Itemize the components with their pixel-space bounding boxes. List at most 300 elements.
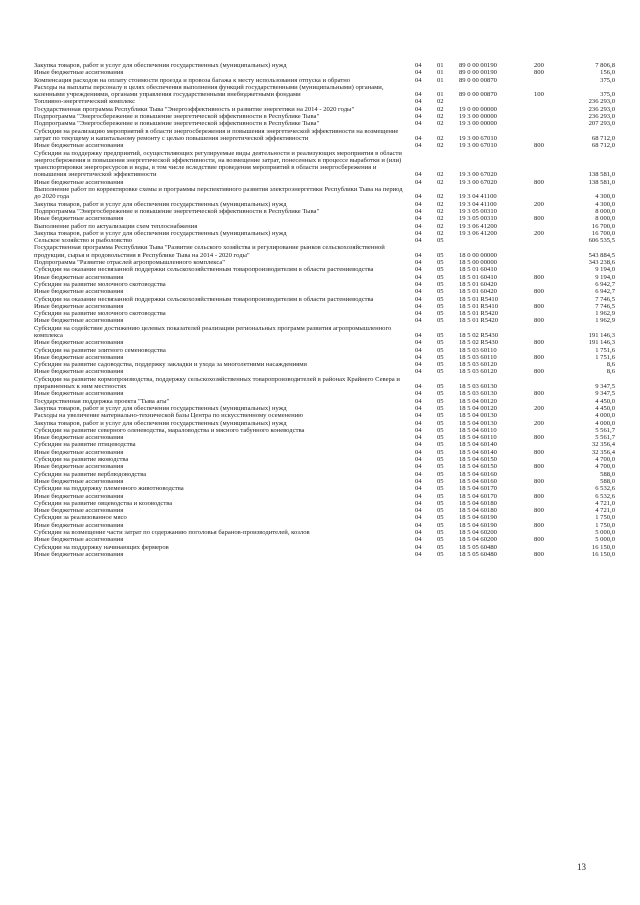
- table-row: [34, 120, 615, 127]
- target-article-code: 19 3 00 67020: [459, 171, 497, 179]
- subsection-code: 05: [437, 331, 444, 339]
- budget-table: [34, 62, 615, 558]
- amount: 588,0: [600, 470, 615, 478]
- amount: 1 962,9: [595, 310, 615, 318]
- item-name: Субсидии на развитие садоводства, поддержку закладки и ухода за многолетними насаждениями: [34, 361, 307, 369]
- table-row: [34, 296, 615, 303]
- table-row: [34, 128, 615, 143]
- expense-type-code: [534, 77, 568, 84]
- table-row: [34, 368, 615, 375]
- subsection-code: 02: [437, 113, 444, 121]
- expense-type-code: [534, 259, 568, 266]
- section-code: 04: [415, 331, 422, 339]
- item-name: Иные бюджетные ассигнования: [34, 463, 124, 471]
- item-name: Субсидии на развитие птицеводства: [34, 441, 136, 449]
- amount: 9 347,5: [595, 390, 615, 398]
- section-code: 04: [415, 98, 422, 106]
- target-article-code: 18 5 00 00000: [459, 259, 497, 267]
- item-name: Субсидии на реализацию мероприятий в области энергосбережения и повышения энергетической эффективности на возмещение затрат по текущему и капитальному ремонту с целью повышения энергетической эффективности: [34, 127, 399, 142]
- table-row: [34, 77, 615, 84]
- amount: 138 581,0: [588, 178, 615, 186]
- section-code: 04: [415, 441, 422, 449]
- subsection-code: 05: [437, 383, 444, 391]
- table-row: [34, 478, 615, 485]
- item-name: Иные бюджетные ассигнования: [34, 477, 124, 485]
- subsection-code: 05: [437, 550, 444, 558]
- target-article-code: 19 3 06 41200: [459, 229, 497, 237]
- expense-type-code: [534, 310, 568, 317]
- expense-type-code: 200: [534, 404, 544, 412]
- item-name: Субсидии на оказание несвязанной поддержки сельскохозяйственным товаропроизводителям в области растениеводства: [34, 295, 374, 303]
- amount: 5 000,0: [595, 529, 615, 536]
- table-row: [34, 544, 615, 551]
- subsection-code: 05: [437, 397, 444, 405]
- amount: 4 300,0: [595, 193, 615, 201]
- subsection-code: 05: [437, 295, 444, 303]
- amount: 32 356,4: [591, 441, 615, 449]
- target-article-code: 18 5 04 00120: [459, 404, 497, 412]
- target-article-code: 19 3 00 00000: [459, 113, 497, 121]
- section-code: 04: [415, 456, 422, 464]
- target-article-code: 18 5 04 60180: [459, 507, 497, 515]
- item-name: Топливно-энергетический комплекс: [34, 98, 136, 106]
- item-name: Иные бюджетные ассигнования: [34, 273, 124, 281]
- expense-type-code: [534, 150, 568, 179]
- subsection-code: 02: [437, 142, 444, 150]
- table-row: [34, 376, 615, 391]
- expense-type-code: 800: [534, 353, 544, 361]
- item-name: Расходы на выплаты персоналу в целях обеспечения выполнения функций государственными (муниципальными) органами, казенными учреждениями, органами управления государственными внебюджетными фондами: [34, 83, 384, 99]
- section-code: 04: [415, 485, 422, 493]
- expense-type-code: 800: [534, 302, 544, 310]
- section-code: 04: [415, 178, 422, 186]
- section-code: 04: [415, 390, 422, 398]
- amount: 16 700,0: [591, 222, 615, 230]
- target-article-code: 18 5 04 60180: [459, 499, 497, 507]
- expense-type-code: 800: [534, 368, 544, 376]
- item-name: Подпрограмма "Энергосбережение и повышение энергетической эффективности в Республике Тыва": [34, 120, 320, 128]
- item-name: Иные бюджетные ассигнования: [34, 317, 124, 325]
- section-code: 04: [415, 353, 422, 361]
- target-article-code: 18 5 04 60140: [459, 441, 497, 449]
- item-name: Субсидии на развитие яководства: [34, 456, 129, 464]
- subsection-code: 02: [437, 207, 444, 215]
- item-name: Субсидии на поддержку предприятий, осуществляющих регулируемые виды деятельности и реализующих мероприятия в области энергосбережения и повышения энергетической эффективности, на возмещение затрат, понесенных в процессе выработки и (или) транспортировки энергоресурсов и воды, в том числе вследствие проведения мероприятий в области энергосбережения и повышения энергетической эффективности: [34, 149, 402, 179]
- subsection-code: 05: [437, 310, 444, 318]
- subsection-code: 05: [437, 507, 444, 515]
- table-row: [34, 493, 615, 500]
- section-code: 04: [415, 222, 422, 230]
- target-article-code: 18 5 01 R5420: [459, 310, 499, 318]
- subsection-code: 05: [437, 412, 444, 420]
- table-row: [34, 427, 615, 434]
- table-row: [34, 434, 615, 441]
- section-code: 04: [415, 280, 422, 288]
- expense-type-code: 800: [534, 536, 544, 544]
- expense-type-code: [534, 347, 568, 354]
- subsection-code: 05: [437, 353, 444, 361]
- subsection-code: 05: [437, 499, 444, 507]
- target-article-code: 19 3 04 41100: [459, 193, 497, 201]
- subsection-code: 05: [437, 470, 444, 478]
- target-article-code: 19 3 00 67010: [459, 142, 497, 150]
- amount: 1 750,0: [595, 514, 615, 522]
- target-article-code: 18 5 04 60160: [459, 477, 497, 485]
- item-name: Компенсация расходов на оплату стоимости проезда и провоза багажа к месту использования отпуска и обратно: [34, 76, 351, 84]
- expense-type-code: [534, 500, 568, 507]
- table-row: [34, 244, 615, 259]
- amount: 68 712,0: [591, 134, 615, 142]
- section-code: 04: [415, 76, 422, 84]
- section-code: 04: [415, 266, 422, 274]
- table-row: [34, 398, 615, 405]
- item-name: Расходы на увеличение материально-технической базы Центра по искусственному осеменению: [34, 412, 304, 420]
- table-row: [34, 142, 615, 149]
- item-name: Государственная программа Республики Тыва "Энергоэффективность и развитие энергетики на 2014 - 2020 годы": [34, 105, 355, 113]
- amount: 8 000,0: [595, 215, 615, 223]
- item-name: Иные бюджетные ассигнования: [34, 178, 124, 186]
- subsection-code: 02: [437, 178, 444, 186]
- amount: 16 150,0: [591, 543, 615, 551]
- section-code: 04: [415, 317, 422, 325]
- target-article-code: 18 5 04 60200: [459, 529, 497, 536]
- table-row: [34, 237, 615, 244]
- section-code: 04: [415, 120, 422, 128]
- subsection-code: 05: [437, 346, 444, 354]
- target-article-code: 18 5 05 60480: [459, 550, 497, 558]
- amount: 7 746,5: [595, 302, 615, 310]
- amount: 16 700,0: [591, 229, 615, 237]
- table-row: [34, 522, 615, 529]
- section-code: 04: [415, 251, 422, 259]
- target-article-code: 18 5 01 60410: [459, 273, 497, 281]
- target-article-code: 89 0 00 00190: [459, 69, 497, 77]
- table-row: [34, 485, 615, 492]
- expense-type-code: [534, 441, 568, 448]
- target-article-code: 89 0 00 00870: [459, 76, 497, 84]
- subsection-code: 05: [437, 485, 444, 493]
- expense-type-code: [534, 398, 568, 405]
- expense-type-code: [534, 208, 568, 215]
- section-code: 04: [415, 237, 422, 245]
- subsection-code: 02: [437, 134, 444, 142]
- amount: 4 700,0: [595, 456, 615, 464]
- section-code: 04: [415, 470, 422, 478]
- amount: 9 347,5: [595, 383, 615, 391]
- section-code: 04: [415, 302, 422, 310]
- subsection-code: 01: [437, 91, 444, 99]
- target-article-code: 18 5 04 00130: [459, 419, 497, 427]
- item-name: Субсидии на развитие молочного скотоводства: [34, 310, 166, 318]
- table-row: [34, 449, 615, 456]
- subsection-code: 05: [437, 456, 444, 464]
- section-code: 04: [415, 448, 422, 456]
- section-code: 04: [415, 368, 422, 376]
- item-name: Выполнение работ по корректировке схемы и программы перспективного развития электроэнергетики Республики Тыва на период до 2020 года: [34, 186, 403, 201]
- table-row: [34, 230, 615, 237]
- target-article-code: 19 3 04 41100: [459, 200, 497, 208]
- expense-type-code: [534, 281, 568, 288]
- item-name: Иные бюджетные ассигнования: [34, 302, 124, 310]
- expense-type-code: 200: [534, 419, 544, 427]
- section-code: 04: [415, 200, 422, 208]
- amount: 4 450,0: [595, 404, 615, 412]
- amount: 8 000,0: [595, 207, 615, 215]
- table-row: [34, 281, 615, 288]
- item-name: Субсидии на развитие элитного семеноводства: [34, 346, 166, 354]
- amount: 4 700,0: [595, 463, 615, 471]
- table-row: [34, 223, 615, 230]
- target-article-code: [459, 98, 534, 105]
- target-article-code: 19 3 00 67010: [459, 134, 497, 142]
- expense-type-code: 800: [534, 507, 544, 515]
- expense-type-code: 800: [534, 448, 544, 456]
- item-name: Иные бюджетные ассигнования: [34, 339, 124, 347]
- expense-type-code: 200: [534, 62, 544, 69]
- target-article-code: 19 3 05 00310: [459, 207, 497, 215]
- item-name: Субсидии за реализованное мясо: [34, 514, 127, 522]
- target-article-code: 18 5 04 60150: [459, 463, 497, 471]
- table-row: [34, 463, 615, 470]
- item-name: Иные бюджетные ассигнования: [34, 550, 124, 558]
- section-code: 04: [415, 134, 422, 142]
- item-name: Субсидии на поддержку племенного животноводства: [34, 485, 184, 493]
- section-code: 04: [415, 499, 422, 507]
- subsection-code: 05: [437, 288, 444, 296]
- target-article-code: 19 3 00 67020: [459, 178, 497, 186]
- table-row: [34, 288, 615, 295]
- subsection-code: 02: [437, 215, 444, 223]
- table-row: [34, 259, 615, 266]
- expense-type-code: 800: [534, 178, 544, 186]
- expense-type-code: [534, 485, 568, 492]
- amount: 343 238,6: [588, 259, 615, 267]
- table-row: [34, 113, 615, 120]
- subsection-code: 02: [437, 98, 444, 106]
- section-code: 04: [415, 288, 422, 296]
- subsection-code: 05: [437, 536, 444, 544]
- amount: 5 561,7: [595, 426, 615, 434]
- target-article-code: 18 5 04 00120: [459, 397, 497, 405]
- target-article-code: 19 3 00 00000: [459, 120, 497, 128]
- item-name: Иные бюджетные ассигнования: [34, 521, 124, 529]
- amount: 1 750,0: [595, 521, 615, 529]
- subsection-code: 02: [437, 120, 444, 128]
- table-row: [34, 420, 615, 427]
- section-code: 04: [415, 273, 422, 281]
- item-name: Иные бюджетные ассигнования: [34, 507, 124, 515]
- subsection-code: 05: [437, 339, 444, 347]
- expense-type-code: [534, 427, 568, 434]
- expense-type-code: [534, 325, 568, 340]
- target-article-code: 19 3 06 41200: [459, 222, 497, 230]
- amount: 375,0: [600, 91, 615, 99]
- expense-type-code: [534, 244, 568, 259]
- table-row: [34, 317, 615, 324]
- amount: 6 532,6: [595, 485, 615, 493]
- target-article-code: 18 5 01 60420: [459, 280, 497, 288]
- amount: 4 721,0: [595, 507, 615, 515]
- table-row: [34, 62, 615, 69]
- table-row: [34, 412, 615, 419]
- section-code: 04: [415, 404, 422, 412]
- table-row: [34, 361, 615, 368]
- subsection-code: 05: [437, 404, 444, 412]
- item-name: Субсидии на содействие достижению целевых показателей реализации региональных программ развития агропромышленного комплекса: [34, 324, 392, 339]
- item-name: Иные бюджетные ассигнования: [34, 536, 124, 544]
- subsection-code: 05: [437, 492, 444, 500]
- subsection-code: 05: [437, 390, 444, 398]
- expense-type-code: [534, 223, 568, 230]
- subsection-code: 05: [437, 514, 444, 522]
- item-name: Субсидии на оказание несвязанной поддержки сельскохозяйственным товаропроизводителям в области растениеводства: [34, 266, 374, 274]
- item-name: Иные бюджетные ассигнования: [34, 434, 124, 442]
- expense-type-code: 100: [534, 91, 544, 99]
- expense-type-code: 800: [534, 69, 544, 77]
- section-code: 04: [415, 113, 422, 121]
- target-article-code: [459, 237, 534, 244]
- section-code: 04: [415, 142, 422, 150]
- section-code: 04: [415, 69, 422, 77]
- target-article-code: 18 5 03 60120: [459, 368, 497, 376]
- target-article-code: 18 5 03 60130: [459, 390, 497, 398]
- item-name: Иные бюджетные ассигнования: [34, 353, 124, 361]
- table-row: [34, 325, 615, 340]
- expense-type-code: [534, 296, 568, 303]
- amount: 8,6: [606, 361, 615, 369]
- subsection-code: 05: [437, 317, 444, 325]
- amount: 7 746,5: [595, 295, 615, 303]
- target-article-code: 18 5 04 60190: [459, 521, 497, 529]
- target-article-code: 18 5 01 R5420: [459, 317, 499, 325]
- expense-type-code: [534, 266, 568, 273]
- target-article-code: 19 3 05 00310: [459, 215, 497, 223]
- item-name: Подпрограмма "Энергосбережение и повышение энергетической эффективности в Республике Тыва": [34, 207, 320, 215]
- amount: 4 000,0: [595, 419, 615, 427]
- target-article-code: 18 5 04 60170: [459, 492, 497, 500]
- expense-type-code: 800: [534, 521, 544, 529]
- expense-type-code: 800: [534, 434, 544, 442]
- subsection-code: 05: [437, 419, 444, 427]
- amount: 4 300,0: [595, 200, 615, 208]
- amount: 588,0: [600, 477, 615, 485]
- amount: 191 146,3: [588, 331, 615, 339]
- expense-type-code: 800: [534, 317, 544, 325]
- target-article-code: 18 5 04 60160: [459, 470, 497, 478]
- subsection-code: 05: [437, 434, 444, 442]
- expense-type-code: [534, 514, 568, 521]
- table-row: [34, 354, 615, 361]
- amount: 156,0: [600, 69, 615, 77]
- amount: 9 194,0: [595, 266, 615, 274]
- amount: 1 962,9: [595, 317, 615, 325]
- expense-type-code: [534, 113, 568, 120]
- table-row: [34, 514, 615, 521]
- table-row: [34, 507, 615, 514]
- expense-type-code: 800: [534, 550, 544, 558]
- section-code: 04: [415, 426, 422, 434]
- section-code: 04: [415, 207, 422, 215]
- table-row: [34, 303, 615, 310]
- subsection-code: 02: [437, 222, 444, 230]
- target-article-code: 89 0 00 00870: [459, 91, 497, 99]
- item-name: Иные бюджетные ассигнования: [34, 142, 124, 150]
- section-code: 04: [415, 514, 422, 522]
- amount: 236 293,0: [588, 105, 615, 113]
- subsection-code: 05: [437, 361, 444, 369]
- item-name: Иные бюджетные ассигнования: [34, 448, 124, 456]
- section-code: 04: [415, 419, 422, 427]
- item-name: Иные бюджетные ассигнования: [34, 69, 124, 77]
- expense-type-code: [534, 471, 568, 478]
- section-code: 04: [415, 229, 422, 237]
- table-row: [34, 186, 615, 201]
- table-body: [34, 62, 615, 558]
- expense-type-code: 800: [534, 463, 544, 471]
- amount: 32 356,4: [591, 448, 615, 456]
- expense-type-code: [534, 120, 568, 127]
- table-row: [34, 471, 615, 478]
- section-code: 04: [415, 492, 422, 500]
- section-code: 04: [415, 434, 422, 442]
- amount: 543 884,5: [588, 251, 615, 259]
- expense-type-code: [534, 106, 568, 113]
- table-row: [34, 456, 615, 463]
- table-row: [34, 339, 615, 346]
- expense-type-code: 800: [534, 492, 544, 500]
- target-article-code: 18 5 04 60200: [459, 536, 497, 544]
- section-code: 04: [415, 463, 422, 471]
- item-name: Субсидии на развитие кормопроизводства, поддержку сельскохозяйственных товаропроизводителей в районах Крайнего Севера и приравненных к ним местностях: [34, 375, 400, 391]
- item-name: Иные бюджетные ассигнования: [34, 215, 124, 223]
- item-name: Субсидии на возмещение части затрат по содержанию поголовья баранов-производителей, козлов: [34, 529, 310, 536]
- section-code: 04: [415, 550, 422, 558]
- expense-type-code: [534, 98, 568, 105]
- table-row: [34, 390, 615, 397]
- section-code: 04: [415, 62, 422, 69]
- amount: 6 532,6: [595, 492, 615, 500]
- amount: 375,0: [600, 76, 615, 84]
- expense-type-code: 800: [534, 390, 544, 398]
- section-code: 04: [415, 412, 422, 420]
- item-name: Закупка товаров, работ и услуг для обеспечения государственных (муниципальных) нужд: [34, 404, 287, 412]
- amount: 138 581,0: [588, 171, 615, 179]
- expense-type-code: 200: [534, 229, 544, 237]
- subsection-code: 05: [437, 426, 444, 434]
- expense-type-code: [534, 237, 568, 244]
- item-name: Субсидии на развитие молочного скотоводства: [34, 280, 166, 288]
- expense-type-code: 800: [534, 477, 544, 485]
- amount: 6 942,7: [595, 280, 615, 288]
- amount: 9 194,0: [595, 273, 615, 281]
- subsection-code: 02: [437, 105, 444, 113]
- target-article-code: 18 5 01 60410: [459, 266, 497, 274]
- subsection-code: 02: [437, 171, 444, 179]
- target-article-code: 18 5 04 60170: [459, 485, 497, 493]
- target-article-code: 89 0 00 00190: [459, 62, 497, 69]
- amount: 7 806,8: [595, 62, 615, 69]
- amount: 236 293,0: [588, 98, 615, 106]
- subsection-code: 05: [437, 529, 444, 536]
- section-code: 04: [415, 543, 422, 551]
- amount: 6 942,7: [595, 288, 615, 296]
- target-article-code: 18 5 05 60480: [459, 543, 497, 551]
- subsection-code: 05: [437, 280, 444, 288]
- item-name: Выполнение работ по актуализации схем теплоснабжения: [34, 222, 198, 230]
- expense-type-code: 200: [534, 200, 544, 208]
- subsection-code: 01: [437, 76, 444, 84]
- subsection-code: 02: [437, 193, 444, 201]
